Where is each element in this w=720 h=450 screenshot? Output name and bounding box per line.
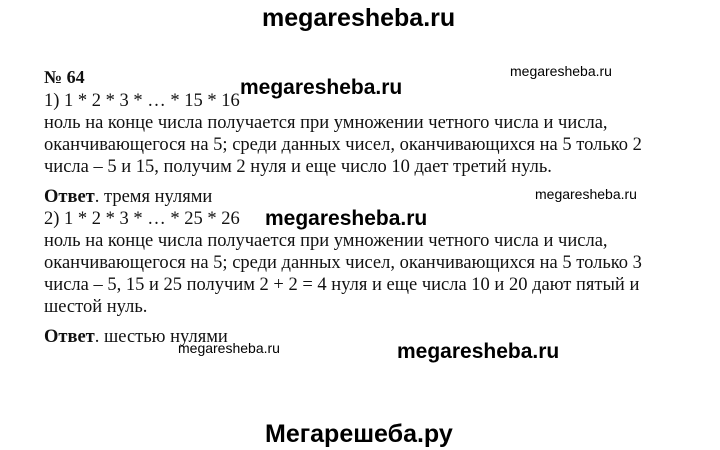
explanation-line: шестой нуль. (44, 297, 148, 317)
answer-label: Ответ (44, 187, 95, 207)
explanation-line: ноль на конце числа получается при умножении четного числа и числа, (44, 113, 608, 133)
explanation-line: числа – 5, 15 и 25 получим 2 + 2 = 4 нуля и еще числа 10 и 20 дают пятый и (44, 275, 640, 295)
answer-text: . шестью нулями (94, 327, 228, 347)
explanation-line: числа – 5 и 15, получим 2 нуля и еще число 10 дает третий нуль. (44, 157, 552, 177)
site-watermark: megaresheba.ru (265, 207, 428, 230)
answer-text: . тремя нулями (94, 187, 213, 207)
answer-label: Ответ (44, 327, 95, 347)
site-watermark: megaresheba.ru (510, 63, 612, 79)
expression-2: 2) 1 * 2 * 3 * … * 25 * 26 (44, 209, 240, 229)
explanation-line: оканчивающегося на 5; среди данных чисел, оканчивающихся на 5 только 2 (44, 135, 642, 155)
explanation-line: ноль на конце числа получается при умножении четного числа и числа, (44, 231, 608, 251)
site-watermark-bottom: Мегарешеба.ру (265, 420, 453, 448)
problem-number: № 64 (44, 67, 85, 87)
site-watermark: megaresheba.ru (535, 186, 637, 202)
answer-2 (44, 326, 704, 348)
site-watermark: megaresheba.ru (240, 76, 403, 99)
site-watermark: megaresheba.ru (178, 340, 280, 356)
explanation-line: оканчивающегося на 5; среди данных чисел, оканчивающихся на 5 только 3 (44, 253, 642, 273)
site-watermark: megaresheba.ru (397, 340, 560, 363)
expression-1: 1) 1 * 2 * 3 * … * 15 * 16 (44, 91, 240, 111)
site-watermark-top: megaresheba.ru (262, 4, 456, 32)
